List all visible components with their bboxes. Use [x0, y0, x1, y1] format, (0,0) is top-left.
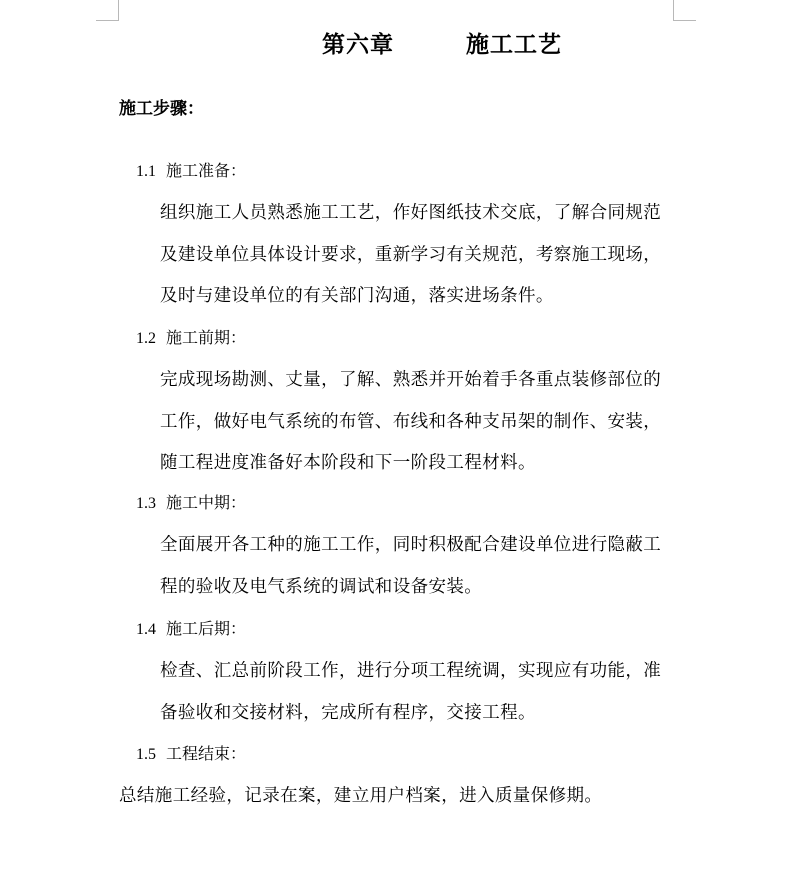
step-number: 1.1	[136, 163, 156, 180]
step-body: 完成现场勘测、丈量，了解、熟悉并开始着手各重点装修部位的工作，做好电气系统的布管、布线和各种支吊架的制作、安装，随工程进度准备好本阶段和下一阶段工程材料。	[160, 370, 662, 473]
step-heading-4	[119, 618, 679, 641]
step-number: 1.2	[136, 330, 156, 347]
chapter-title: 第六章 施工工艺	[321, 31, 563, 58]
step-title: 工程结束：	[166, 744, 247, 763]
step-number: 1.3	[136, 495, 156, 512]
step-heading-3	[119, 492, 679, 515]
step-title: 施工前期：	[166, 328, 247, 347]
step-item-5	[119, 743, 679, 818]
step-item-4	[119, 618, 679, 734]
section-heading: 施工步骤：	[119, 99, 204, 119]
step-title: 施工后期：	[166, 619, 247, 638]
step-body: 组织施工人员熟悉施工工艺，作好图纸技术交底，了解合同规范及建设单位具体设计要求，重新学习有关规范，考察施工现场，及时与建设单位的有关部门沟通，落实进场条件。	[160, 203, 662, 306]
step-item-2	[119, 327, 679, 485]
step-body: 检查、汇总前阶段工作，进行分项工程统调，实现应有功能，准备验收和交接材料，完成所有程序，交接工程。	[160, 661, 662, 723]
step-title: 施工中期：	[166, 493, 247, 512]
step-heading-5	[119, 743, 679, 766]
step-body: 总结施工经验，记录在案，建立用户档案，进入质量保修期。	[119, 786, 603, 806]
step-heading-1	[119, 160, 679, 183]
step-item-3	[119, 492, 679, 608]
crop-mark-top-right	[673, 0, 696, 21]
step-number: 1.5	[136, 746, 156, 763]
step-title: 施工准备：	[166, 161, 247, 180]
crop-mark-top-left	[96, 0, 119, 21]
step-item-1	[119, 160, 679, 318]
step-number: 1.4	[136, 621, 156, 638]
step-body: 全面展开各工种的施工工作，同时积极配合建设单位进行隐蔽工程的验收及电气系统的调试和设备安装。	[160, 535, 662, 597]
step-heading-2	[119, 327, 679, 350]
